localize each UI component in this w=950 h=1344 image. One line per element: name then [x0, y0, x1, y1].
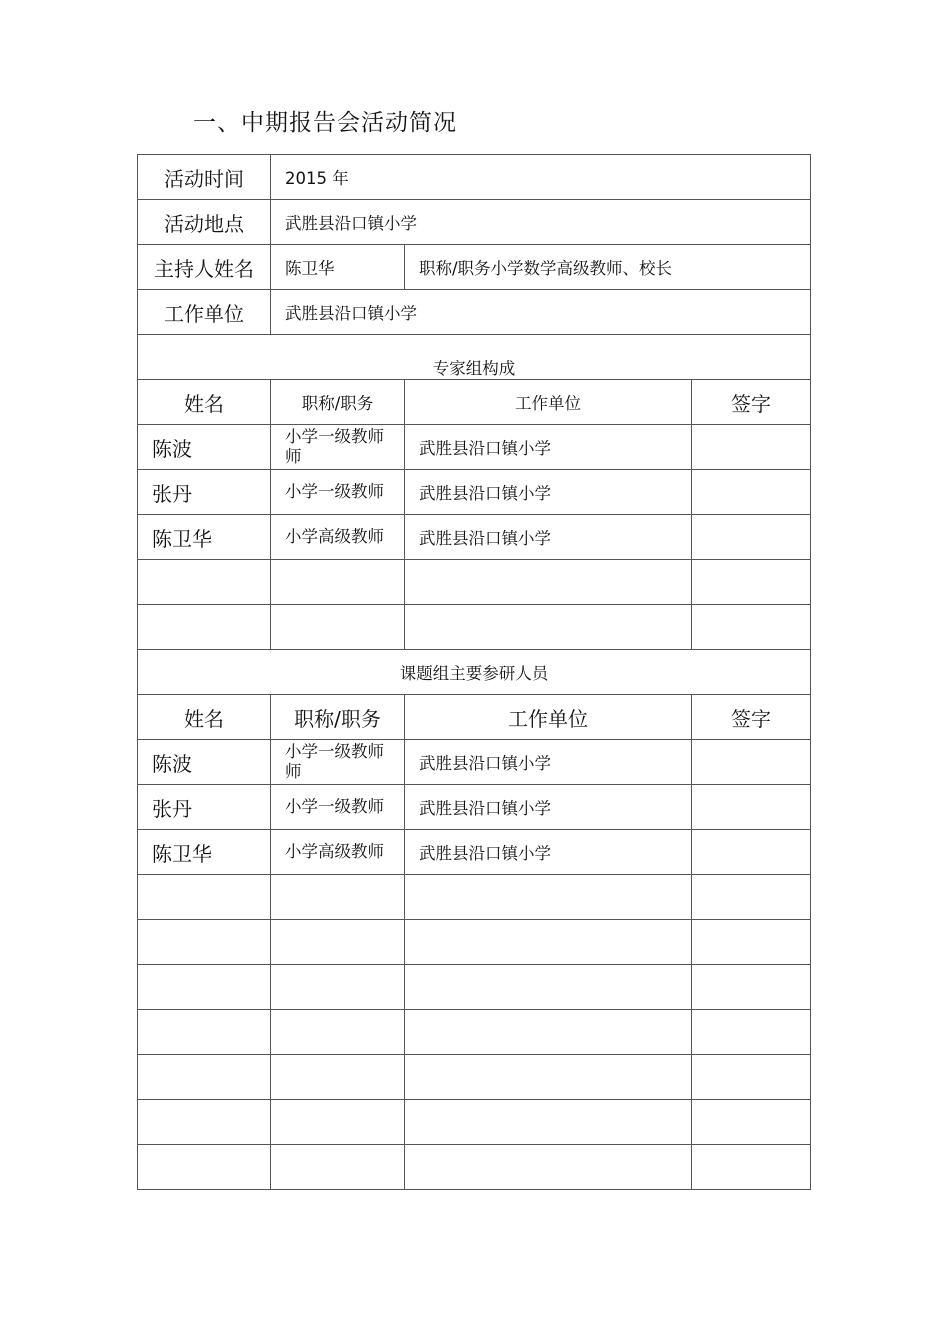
experts-header-title: 职称/职务 — [271, 380, 405, 425]
activity-time-row — [138, 155, 811, 200]
empty-cell[interactable] — [138, 1145, 271, 1190]
experts-section-title: 专家组构成 — [138, 335, 811, 380]
empty-cell[interactable] — [405, 920, 692, 965]
member-sign-cell[interactable] — [692, 785, 811, 830]
empty-row — [138, 920, 811, 965]
members-section-row — [138, 650, 811, 695]
empty-cell[interactable] — [138, 875, 271, 920]
activity-place-value: 武胜县沿口镇小学 — [271, 200, 811, 245]
expert-title — [271, 425, 405, 470]
activity-time-value: 2015 年 — [271, 155, 811, 200]
empty-row — [138, 1100, 811, 1145]
experts-header-unit: 工作单位 — [405, 380, 692, 425]
expert-title — [271, 470, 405, 515]
empty-cell[interactable] — [138, 920, 271, 965]
member-sign-cell[interactable] — [692, 740, 811, 785]
empty-cell[interactable] — [271, 965, 405, 1010]
activity-place-row — [138, 200, 811, 245]
empty-cell[interactable] — [692, 605, 811, 650]
activity-place-label: 活动地点 — [138, 200, 271, 245]
member-name: 张丹 — [138, 785, 271, 830]
experts-section-row — [138, 335, 811, 380]
expert-title-text: 小学一级教师师 — [285, 427, 384, 466]
empty-row — [138, 1055, 811, 1100]
host-row — [138, 245, 811, 290]
empty-cell[interactable] — [138, 1055, 271, 1100]
empty-cell[interactable] — [692, 875, 811, 920]
empty-cell[interactable] — [271, 1145, 405, 1190]
empty-row — [138, 1145, 811, 1190]
members-header-name: 姓名 — [138, 695, 271, 740]
member-title-text: 小学一级教师师 — [285, 742, 384, 781]
empty-cell[interactable] — [692, 1010, 811, 1055]
work-unit-label: 工作单位 — [138, 290, 271, 335]
member-unit: 武胜县沿口镇小学 — [405, 785, 692, 830]
empty-row — [138, 1010, 811, 1055]
expert-sign-cell[interactable] — [692, 470, 811, 515]
empty-row — [138, 875, 811, 920]
table-row — [138, 470, 811, 515]
work-unit-value: 武胜县沿口镇小学 — [271, 290, 811, 335]
expert-sign-cell[interactable] — [692, 425, 811, 470]
empty-cell[interactable] — [692, 560, 811, 605]
table-row — [138, 740, 811, 785]
empty-cell[interactable] — [405, 875, 692, 920]
empty-cell[interactable] — [138, 1010, 271, 1055]
host-label: 主持人姓名 — [138, 245, 271, 290]
member-name: 陈卫华 — [138, 830, 271, 875]
host-value: 陈卫华 — [271, 245, 405, 290]
expert-unit: 武胜县沿口镇小学 — [405, 425, 692, 470]
empty-cell[interactable] — [271, 875, 405, 920]
host-title: 职称/职务小学数学高级教师、校长 — [405, 245, 811, 290]
activity-summary-table — [137, 154, 811, 1190]
members-section-title: 课题组主要参研人员 — [138, 650, 811, 695]
member-unit: 武胜县沿口镇小学 — [405, 830, 692, 875]
table-row — [138, 830, 811, 875]
expert-title-text: 小学高级教师 — [285, 527, 384, 546]
table-row — [138, 515, 811, 560]
empty-cell[interactable] — [405, 1010, 692, 1055]
expert-title — [271, 515, 405, 560]
member-title — [271, 830, 405, 875]
empty-cell[interactable] — [271, 1100, 405, 1145]
expert-name: 陈卫华 — [138, 515, 271, 560]
member-name: 陈波 — [138, 740, 271, 785]
members-header-sign: 签字 — [692, 695, 811, 740]
experts-header-sign: 签字 — [692, 380, 811, 425]
empty-cell[interactable] — [692, 920, 811, 965]
page-title: 一、中期报告会活动简况 — [193, 110, 457, 136]
table-row — [138, 425, 811, 470]
empty-cell[interactable] — [692, 1100, 811, 1145]
work-unit-row — [138, 290, 811, 335]
empty-cell[interactable] — [138, 1100, 271, 1145]
member-title-text: 小学一级教师 — [285, 797, 384, 816]
expert-name: 张丹 — [138, 470, 271, 515]
empty-cell[interactable] — [271, 1055, 405, 1100]
expert-title-text: 小学一级教师 — [285, 482, 384, 501]
activity-time-label: 活动时间 — [138, 155, 271, 200]
empty-row — [138, 605, 811, 650]
empty-cell[interactable] — [271, 560, 405, 605]
expert-unit: 武胜县沿口镇小学 — [405, 515, 692, 560]
experts-header-row — [138, 380, 811, 425]
expert-sign-cell[interactable] — [692, 515, 811, 560]
table-row — [138, 785, 811, 830]
experts-header-name: 姓名 — [138, 380, 271, 425]
empty-cell[interactable] — [271, 1010, 405, 1055]
expert-name: 陈波 — [138, 425, 271, 470]
empty-cell[interactable] — [405, 965, 692, 1010]
empty-cell[interactable] — [138, 965, 271, 1010]
empty-cell[interactable] — [271, 605, 405, 650]
member-sign-cell[interactable] — [692, 830, 811, 875]
member-title — [271, 740, 405, 785]
empty-cell[interactable] — [405, 560, 692, 605]
member-unit: 武胜县沿口镇小学 — [405, 740, 692, 785]
empty-cell[interactable] — [405, 605, 692, 650]
empty-cell[interactable] — [405, 1100, 692, 1145]
empty-cell[interactable] — [692, 965, 811, 1010]
empty-cell[interactable] — [692, 1145, 811, 1190]
members-header-title: 职称/职务 — [271, 695, 405, 740]
empty-cell[interactable] — [405, 1055, 692, 1100]
empty-cell[interactable] — [138, 605, 271, 650]
member-title — [271, 785, 405, 830]
expert-unit: 武胜县沿口镇小学 — [405, 470, 692, 515]
empty-cell[interactable] — [271, 920, 405, 965]
empty-row — [138, 560, 811, 605]
empty-row — [138, 965, 811, 1010]
members-header-row — [138, 695, 811, 740]
members-header-unit: 工作单位 — [405, 695, 692, 740]
empty-cell[interactable] — [138, 560, 271, 605]
member-title-text: 小学高级教师 — [285, 842, 384, 861]
empty-cell[interactable] — [405, 1145, 692, 1190]
empty-cell[interactable] — [692, 1055, 811, 1100]
